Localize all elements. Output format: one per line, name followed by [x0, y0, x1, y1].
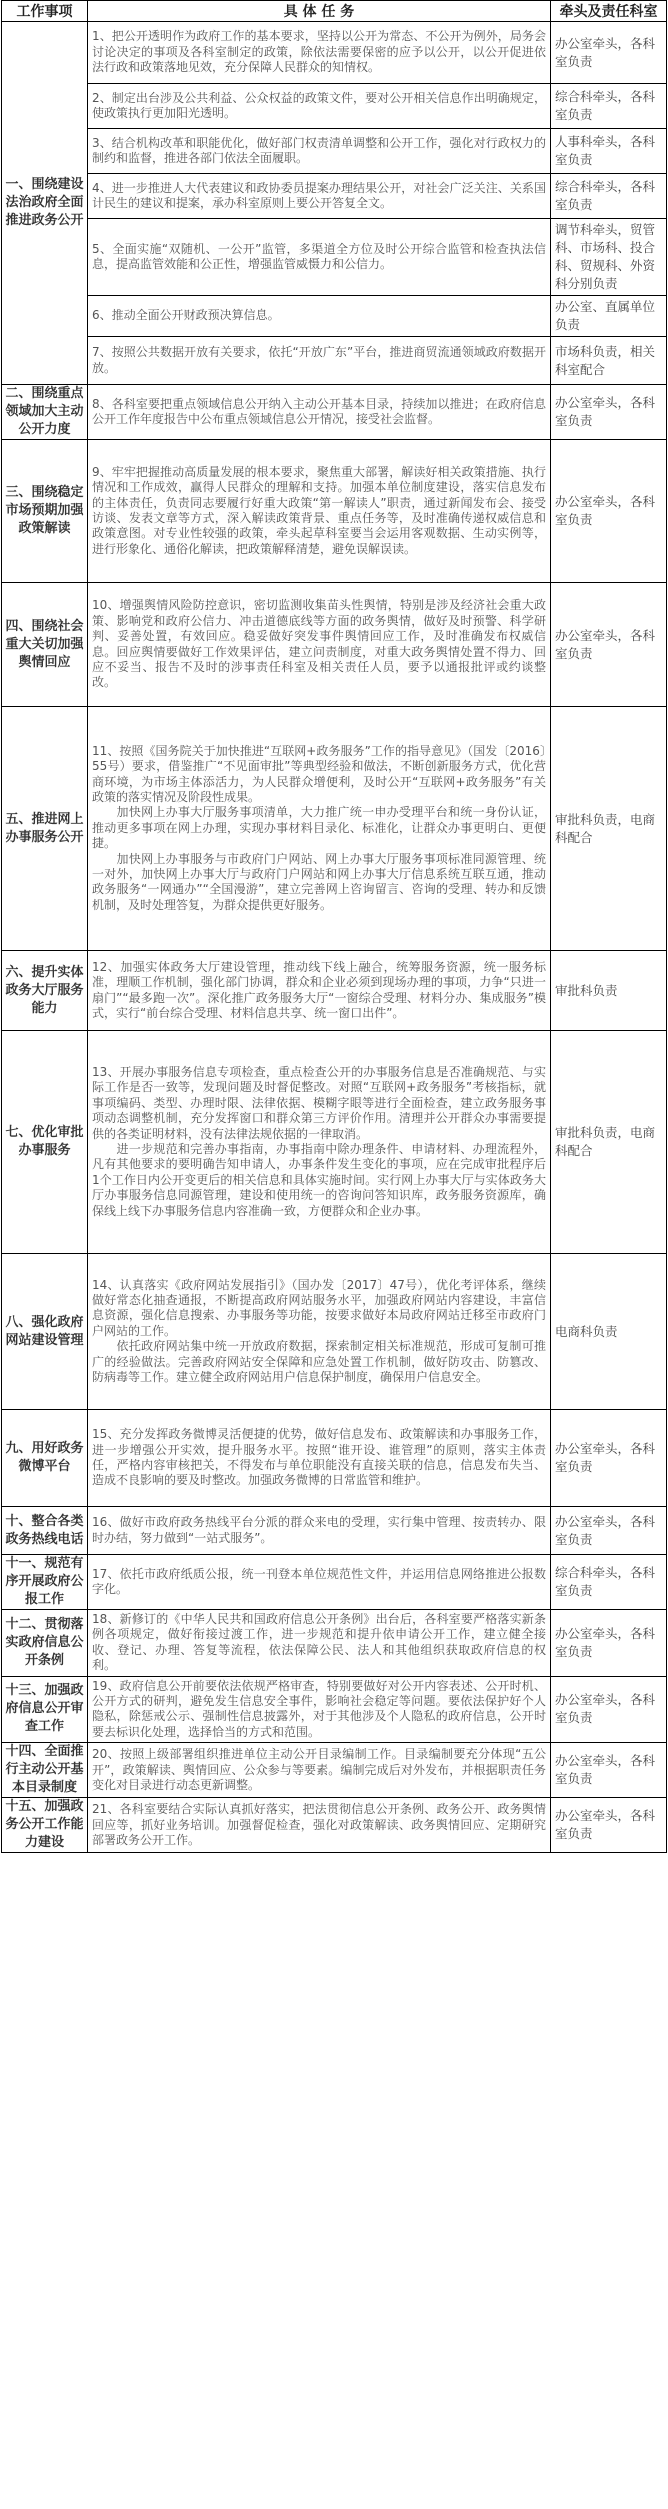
table-header-row	[2, 1, 667, 22]
work-item-category: 七、优化审批办事服务	[2, 1031, 88, 1254]
work-item-category: 五、推进网上办事服务公开	[2, 707, 88, 951]
responsible-dept: 审批科负责，电商科配合	[551, 1031, 667, 1254]
table-row	[2, 296, 667, 337]
responsible-dept: 办公室牵头，各科室负责	[551, 1410, 667, 1507]
task-text: 3、结合机构改革和职能优化，做好部门权责清单调整和公开工作，强化对行政权力的制约和监督，推进各部门依法全面履职。	[88, 129, 551, 174]
table-body	[2, 22, 667, 1853]
task-text: 1、把公开透明作为政府工作的基本要求，坚持以公开为常态、不公开为例外，局务会讨论决定的事项及各科室制定的政策，除依法需要保密的应予以公开，以公开促进依法行政和政策落地见效，充分保障人民群众的知情权。	[88, 22, 551, 84]
work-item-category: 二、围绕重点领域加大主动公开力度	[2, 385, 88, 440]
task-text: 4、进一步推进人大代表建议和政协委员提案办理结果公开，对社会广泛关注、关系国计民生的建议和提案，承办科室原则上要公开答复全文。	[88, 174, 551, 219]
work-item-category: 十四、全面推行主动公开基本目录制度	[2, 1743, 88, 1798]
responsible-dept: 市场科负责，相关科室配合	[551, 337, 667, 385]
task-text: 14、认真落实《政府网站发展指引》（国办发〔2017〕47号），优化考评体系，继续做好常态化抽查通报，不断提高政府网站服务水平，加强政府网站内容建设，丰富信息资源，强化信息搜索、办事服务等功能，按要求做好本局政府网站迁移至市政府门户网站的工作。 依托政府网站集中统一开放政府数据，探索制定相关标准规范，形成可复制可推广的经验做法。完善政府网站安全保障和应急处置工作机制，做好防攻击、防篡改、防病毒等工作。建立健全政府网站用户信息保护制度，确保用户信息安全。	[88, 1254, 551, 1410]
table-row	[2, 1798, 667, 1853]
table-row	[2, 22, 667, 84]
task-table	[1, 0, 667, 1853]
responsible-dept: 调节科牵头，贸管科、市场科、投合科、贸规科、外资科分别负责	[551, 219, 667, 296]
header-responsible-dept: 牵头及责任科室	[551, 1, 667, 22]
task-text: 6、推动全面公开财政预决算信息。	[88, 296, 551, 337]
task-text: 7、按照公共数据开放有关要求，依托“开放广东”平台，推进商贸流通领域政府数据开放。	[88, 337, 551, 385]
table-row	[2, 219, 667, 296]
responsible-dept: 办公室牵头，各科室负责	[551, 1610, 667, 1677]
responsible-dept: 人事科牵头，各科室负责	[551, 129, 667, 174]
responsible-dept: 办公室牵头，各科室负责	[551, 440, 667, 583]
task-text: 10、增强舆情风险防控意识，密切监测收集苗头性舆情，特别是涉及经济社会重大政策、影响党和政府公信力、冲击道德底线等方面的政务舆情，做好及时预警、科学研判、妥善处置，有效回应。稳妥做好突发事件舆情回应工作，及时准确发布权威信息。回应舆情要做好工作效果评估，建立问责制度，对重大政务舆情处置不得力、回应不妥当、报告不及时的涉事责任科室及相关责任人员，要予以通报批评或约谈整改。	[88, 583, 551, 707]
work-item-category: 十、整合各类政务热线电话	[2, 1507, 88, 1555]
task-text: 9、牢牢把握推动高质量发展的根本要求，聚焦重大部署，解读好相关政策措施、执行情况和工作成效，赢得人民群众的理解和支持。加强本单位制度建设，落实信息发布的主体责任，负责同志要履行好重大政策“第一解读人”职责，通过新闻发布会、接受访谈、发表文章等方式，深入解读政策背景、重点任务等，及时准确传递权威信息和政策意图。对专业性较强的政策，牵头起草科室要当会运用客观数据、生动实例等，进行形象化、通俗化解读，把政策解释清楚，避免误解误读。	[88, 440, 551, 583]
work-item-category: 四、围绕社会重大关切加强舆情回应	[2, 583, 88, 707]
responsible-dept: 办公室牵头，各科室负责	[551, 385, 667, 440]
table-row	[2, 1410, 667, 1507]
table-row	[2, 707, 667, 951]
task-text: 11、按照《国务院关于加快推进“互联网+政务服务”工作的指导意见》（国发〔2016〕55号）要求，借鉴推广“不见面审批”等典型经验和做法，不断创新服务方式，优化营商环境，为市场主体添活力，为人民群众增便利，及时公开“互联网+政务服务”有关政策的落实情况及阶段性成果。 加快网上办事大厅服务事项清单，大力推广统一申办受理平台和统一身份认证，推动更多事项在网上办理，实现办事材料目录化、标准化，让群众办事更明白、更便捷。 加快网上办事服务与市政府门户网站、网上办事大厅服务事项标准同源管理、统一对外，加快网上办事大厅与政府门户网站和网上办事大厅信息系统互联互通，推动政务服务“一网通办”“全国漫游”，建立完善网上咨询留言、咨询的受理、转办和反馈机制，及时处理答复，为群众提供更好服务。	[88, 707, 551, 951]
header-work-item: 工作事项	[2, 1, 88, 22]
work-item-category: 九、用好政务微博平台	[2, 1410, 88, 1507]
responsible-dept: 办公室牵头，各科室负责	[551, 1798, 667, 1853]
responsible-dept: 电商科负责	[551, 1254, 667, 1410]
work-item-category: 十二、贯彻落实政府信息公开条例	[2, 1610, 88, 1677]
work-item-category: 十三、加强政府信息公开审查工作	[2, 1676, 88, 1743]
responsible-dept: 综合科牵头，各科室负责	[551, 84, 667, 129]
work-item-category: 十五、加强政务公开工作能力建设	[2, 1798, 88, 1853]
work-item-category: 十一、规范有序开展政府公报工作	[2, 1555, 88, 1610]
table-row	[2, 1555, 667, 1610]
task-text: 15、充分发挥政务微博灵活便捷的优势，做好信息发布、政策解读和办事服务工作，进一步增强公开实效，提升服务水平。按照“谁开设、谁管理”的原则，落实主体责任，严格内容审核把关，不得发布与单位职能没有直接关联的信息，信息发布失当、造成不良影响的要及时整改。加强政务微博的日常监管和维护。	[88, 1410, 551, 1507]
task-text: 21、各科室要结合实际认真抓好落实，把法贯彻信息公开条例、政务公开、政务舆情回应等，抓好业务培训。加强督促检查，强化对政策解读、政务舆情回应、定期研究部署政务公开工作。	[88, 1798, 551, 1853]
responsible-dept: 办公室牵头，各科室负责	[551, 583, 667, 707]
task-text: 18、新修订的《中华人民共和国政府信息公开条例》出台后，各科室要严格落实新条例各项规定，做好衔接过渡工作，进一步规范和提升依申请公开工作，建立健全接收、登记、办理、答复等流程，依法保障公民、法人和其他组织获取政府信息的权利。	[88, 1610, 551, 1677]
work-item-category: 六、提升实体政务大厅服务能力	[2, 951, 88, 1031]
table-row	[2, 951, 667, 1031]
table-row	[2, 1507, 667, 1555]
responsible-dept: 办公室牵头，各科室负责	[551, 1507, 667, 1555]
task-text: 16、做好市政府政务热线平台分派的群众来电的受理，实行集中管理、按责转办、限时办结，努力做到“一站式服务”。	[88, 1507, 551, 1555]
header-specific-task: 具 体 任 务	[88, 1, 551, 22]
table-row	[2, 1031, 667, 1254]
table-row	[2, 1743, 667, 1798]
table-row	[2, 337, 667, 385]
task-text: 12、加强实体政务大厅建设管理，推动线下线上融合，统筹服务资源，统一服务标准，理顺工作机制，强化部门协调，群众和企业必须到现场办理的事项，力争“只进一扇门”“最多跑一次”。深化推广政务服务大厅“一窗综合受理、材料分办、集成服务”模式，实行“前台综合受理、材料信息共享、统一窗口出件”。	[88, 951, 551, 1031]
responsible-dept: 办公室牵头，各科室负责	[551, 22, 667, 84]
task-text: 17、依托市政府纸质公报，统一刊登本单位规范性文件，并运用信息网络推进公报数字化。	[88, 1555, 551, 1610]
table-row	[2, 1254, 667, 1410]
table-row	[2, 174, 667, 219]
work-item-category: 三、围绕稳定市场预期加强政策解读	[2, 440, 88, 583]
table-row	[2, 1676, 667, 1743]
task-text: 8、各科室要把重点领域信息公开纳入主动公开基本目录，持续加以推进；在政府信息公开工作年度报告中公布重点领域信息公开情况，接受社会监督。	[88, 385, 551, 440]
work-item-category: 一、围绕建设法治政府全面推进政务公开	[2, 22, 88, 385]
responsible-dept: 办公室、直属单位负责	[551, 296, 667, 337]
table-row	[2, 129, 667, 174]
task-text: 5、全面实施“双随机、一公开”监管，多渠道全方位及时公开综合监管和检查执法信息，提高监管效能和公正性，增强监管威慑力和公信力。	[88, 219, 551, 296]
table-row	[2, 440, 667, 583]
work-item-category: 八、强化政府网站建设管理	[2, 1254, 88, 1410]
task-text: 20、按照上级部署组织推进单位主动公开目录编制工作。目录编制要充分体现“五公开”，政策解读、舆情回应、公众参与等要素。编制完成后对外发布，并根据职责任务变化对目录进行动态更新调整。	[88, 1743, 551, 1798]
table-row	[2, 1610, 667, 1677]
responsible-dept: 办公室牵头，各科室负责	[551, 1743, 667, 1798]
table-row	[2, 84, 667, 129]
table-row	[2, 385, 667, 440]
responsible-dept: 综合科牵头，各科室负责	[551, 174, 667, 219]
responsible-dept: 审批科负责，电商科配合	[551, 707, 667, 951]
table-row	[2, 583, 667, 707]
task-text: 2、制定出台涉及公共利益、公众权益的政策文件，要对公开相关信息作出明确规定，使政策执行更加阳光透明。	[88, 84, 551, 129]
task-text: 13、开展办事服务信息专项检查，重点检查公开的办事服务信息是否准确规范、与实际工作是否一致等，发现问题及时督促整改。对照“互联网+政务服务”考核指标，就事项编码、类型、办理时限、法律依据、模糊字眼等进行全面检查，建立政务服务事项动态调整机制，充分发挥窗口和群众第三方评价作用。清理并公开群众办事需要提供的各类证明材料，没有法律法规依据的一律取消。 进一步规范和完善办事指南，办事指南中除办理条件、申请材料、办理流程外，凡有其他要求的要明确告知申请人，办事条件发生变化的事项，应在完成审批程序后 1个工作日内公开变更后的相关信息和具体实施时间。实行网上办事大厅与实体政务大厅办事服务信息同源管理，建设和使用统一的咨询问答知识库，政务服务资源库，确保线上线下办事服务信息内容准确一致，方便群众和企业办事。	[88, 1031, 551, 1254]
task-text: 19、政府信息公开前要依法依规严格审查，特别要做好对公开内容表述、公开时机、公开方式的研判，避免发生信息安全事件，影响社会稳定等问题。要依法保护好个人隐私，除惩戒公示、强制性信息披露外，对于其他涉及个人隐私的政府信息，公开时要去标识化处理，选择恰当的方式和范围。	[88, 1676, 551, 1743]
responsible-dept: 办公室牵头，各科室负责	[551, 1676, 667, 1743]
responsible-dept: 审批科负责	[551, 951, 667, 1031]
responsible-dept: 综合科牵头，各科室负责	[551, 1555, 667, 1610]
